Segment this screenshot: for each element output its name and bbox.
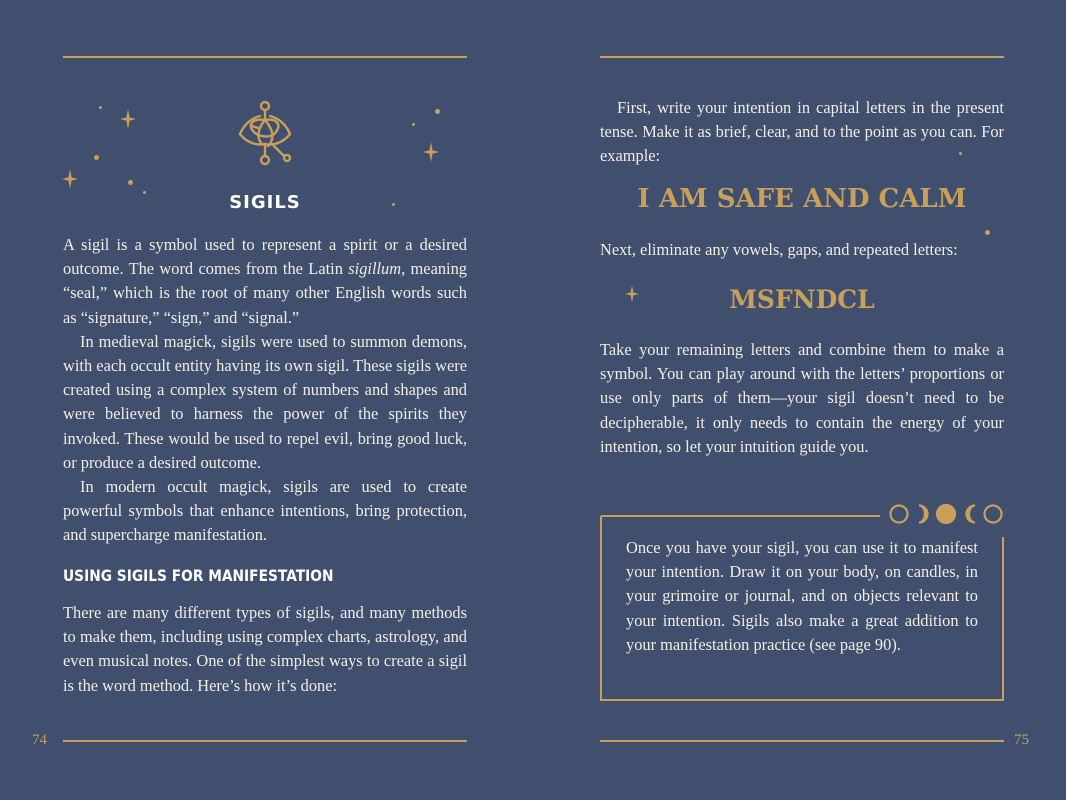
decorative-dot	[959, 152, 962, 155]
paragraph: First, write your intention in capital letters in the present tense. Make it as brief, clear, and to the point as you can. For example:	[600, 98, 1004, 166]
paragraph: In modern occult magick, sigils are used to create powerful symbols that enhance intentions, bring protection, and supercharge manifestation.	[63, 477, 467, 545]
decorative-dot	[985, 230, 990, 235]
intro-text	[63, 233, 467, 548]
example-intention: I AM SAFE AND CALM	[637, 184, 967, 214]
top-rule-right	[600, 56, 1004, 58]
bottom-rule-right	[600, 740, 1004, 742]
section-text	[63, 601, 467, 698]
paragraph: Take your remaining letters and combine them to make a symbol. You can play around with the letters’ proportions or use only parts of them—your sigil doesn’t need to be decipherable, it only needs to contain the energy of your intention, so let your intuition guide you.	[600, 340, 1004, 456]
step-three-text	[600, 338, 1004, 459]
page-title: SIGILS	[229, 192, 301, 213]
sigil-emblem-icon	[232, 98, 298, 168]
step-two-text	[600, 238, 1004, 262]
decorative-dot	[435, 109, 440, 114]
paragraph: In medieval magick, sigils were used to summon demons, with each occult entity having its own sigil. These sigils were created using a complex system of numbers and shapes and were believed to harness the power of the spirits they invoked. These would be used to repel evil, bring good luck, or produce a desired outcome.	[63, 331, 467, 472]
top-rule-left	[63, 56, 467, 58]
decorative-dot	[412, 123, 415, 126]
paragraph: Next, eliminate any vowels, gaps, and repeated letters:	[600, 240, 958, 259]
sparkle-icon	[423, 141, 439, 163]
sparkle-icon	[62, 168, 78, 190]
page-number-right: 75	[1014, 732, 1029, 748]
page-number-left: 74	[32, 732, 47, 748]
paragraph: A sigil is a symbol used to represent a spirit or a desired outcome. The word comes from the Latin sigillum, meaning “seal,” which is the root of many other English words such as “signature,” “sign,” and “signal.”	[63, 235, 467, 327]
decorative-dot	[94, 155, 99, 160]
moon-phases-icon	[888, 503, 1004, 525]
note-text: Once you have your sigil, you can use it to manifest your intention. Draw it on your body, on candles, in your grimoire or journal, and on objects relevant to your intention. Sigils also make a great addition to your manifestation practice (see page 90).	[626, 538, 978, 654]
reduced-letters: MSFNDCL	[729, 285, 875, 314]
section-heading: USING SIGILS FOR MANIFESTATION	[63, 566, 334, 585]
decorative-dot	[99, 106, 102, 109]
step-one-text	[600, 96, 1004, 169]
bottom-rule-left	[63, 740, 467, 742]
decorative-dot	[128, 180, 133, 185]
paragraph: There are many different types of sigils, and many methods to make them, including using complex charts, astrology, and even musical notes. One of the simplest ways to create a sigil is the word method. Here’s how it’s done:	[63, 603, 467, 695]
sparkle-icon	[120, 109, 136, 129]
